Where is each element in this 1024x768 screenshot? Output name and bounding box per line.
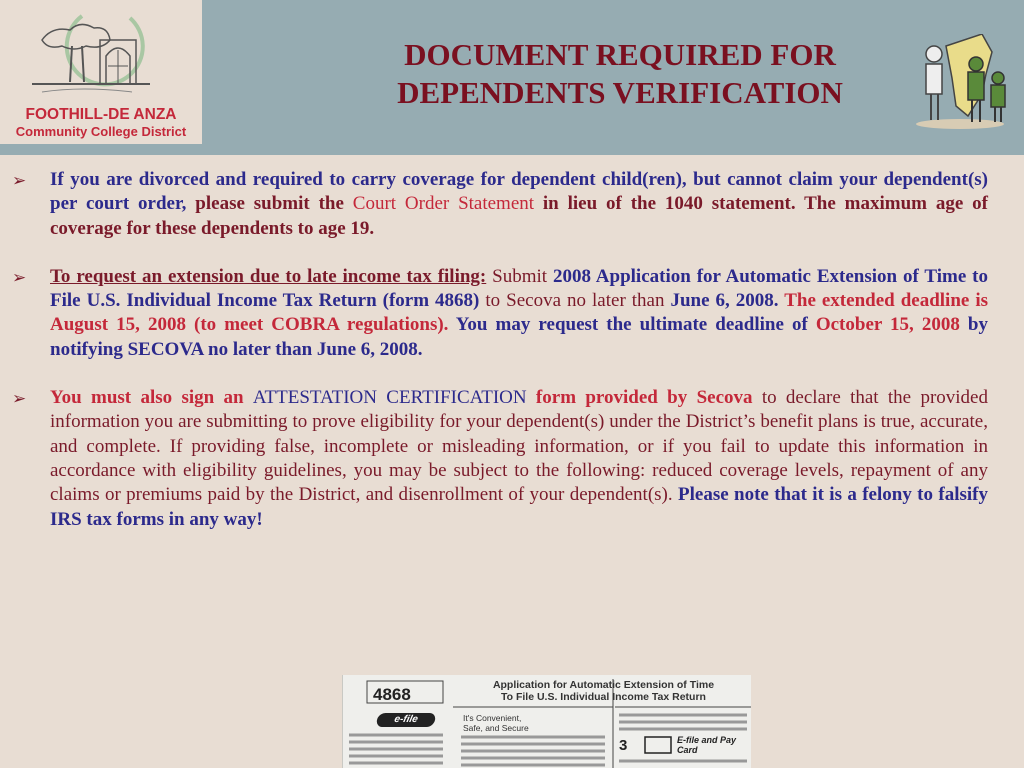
bullet-text: You may request the ultimate deadline of [448,314,816,336]
title-line-1: DOCUMENT REQUIRED FOR [404,37,836,72]
form-subheading-line-2: Safe, and Secure [463,723,529,733]
efile-logo: e-file [376,713,437,727]
form-subheading-line-1: It's Convenient, [463,713,522,723]
tree-and-arch-logo-icon [22,10,182,105]
form-title [461,679,746,703]
form-subheading [463,713,529,733]
bullet-tax-extension [12,265,988,362]
family-figures-icon [912,34,1012,130]
extension-heading: To request an extension due to late income tax filing: [50,265,487,287]
bullet-text: to declare that the provided information you are submitting to prove eligibility for your dependent(s) under the District’s benefit plans is true, accurate, and complete. If providing false, incomplete or misleading information, or if you fail to update this information in accordance with eligibility guidelines, you may be subject to the following: reduced coverage levels, repayment of any claims or premiums paid by the District, and disenrollment of your dependent(s). [50,387,988,506]
extended-deadline-text: The extended deadline is August 15, 2008 (to meet COBRA regulations). [50,290,988,336]
bullet-text: in lieu of the 1040 statement. The maximum age of coverage for these dependents to age 19. [50,193,988,239]
bullet-text: You must also sign an [50,387,253,409]
submit-date: June 6, 2008. [670,290,785,312]
felony-warning-text: Please note that it is a felony to falsify IRS tax forms in any way! [50,484,988,530]
bullet-text: If you are divorced and required to carry coverage for dependent child(ren), but cannot claim your dependent(s) per court order, [50,169,988,215]
form-card-line-2: Card [677,745,698,755]
form-title-line-2: To File U.S. Individual Income Tax Return [501,691,706,703]
page-title [310,36,930,112]
arrow-bullet-icon: ➢ [12,389,27,410]
form-4868-preview [342,675,751,768]
form-number: 4868 [373,685,411,704]
bullet-text: please submit the [195,193,353,215]
form-4868-name: 2008 Application for Automatic Extension of Time to File U.S. Individual Income Tax Return (form 4868) [50,265,988,312]
title-line-2: DEPENDENTS VERIFICATION [397,75,843,110]
bullet-text: Submit [486,265,553,287]
bullet-divorced-dependents [12,168,988,241]
logo-name-line1: FOOTHILL-DE ANZA [25,106,177,123]
form-card-line-1: E-file and Pay [677,735,737,745]
court-order-statement-text: Court Order Statement [352,193,535,215]
arrow-bullet-icon: ➢ [12,171,27,191]
form-title-line-1: Application for Automatic Extension of Time [492,679,715,691]
arrow-bullet-icon: ➢ [12,267,27,288]
form-section-number: 3 [619,737,628,754]
bullet-text: by notifying SECOVA no later than June 6, 2008. [50,314,988,360]
district-logo [0,0,202,144]
ultimate-deadline-date: October 15, 2008 [815,314,960,336]
bullet-text: to Secova no later than [479,290,671,312]
form-card-label [677,735,736,755]
attestation-certification-text: ATTESTATION CERTIFICATION [252,387,527,409]
bullet-attestation [12,386,988,532]
bullet-list [12,168,988,556]
header-banner [0,0,1024,155]
bullet-text: form provided by Secova [526,387,753,409]
logo-name-line2: Community College District [15,124,187,139]
